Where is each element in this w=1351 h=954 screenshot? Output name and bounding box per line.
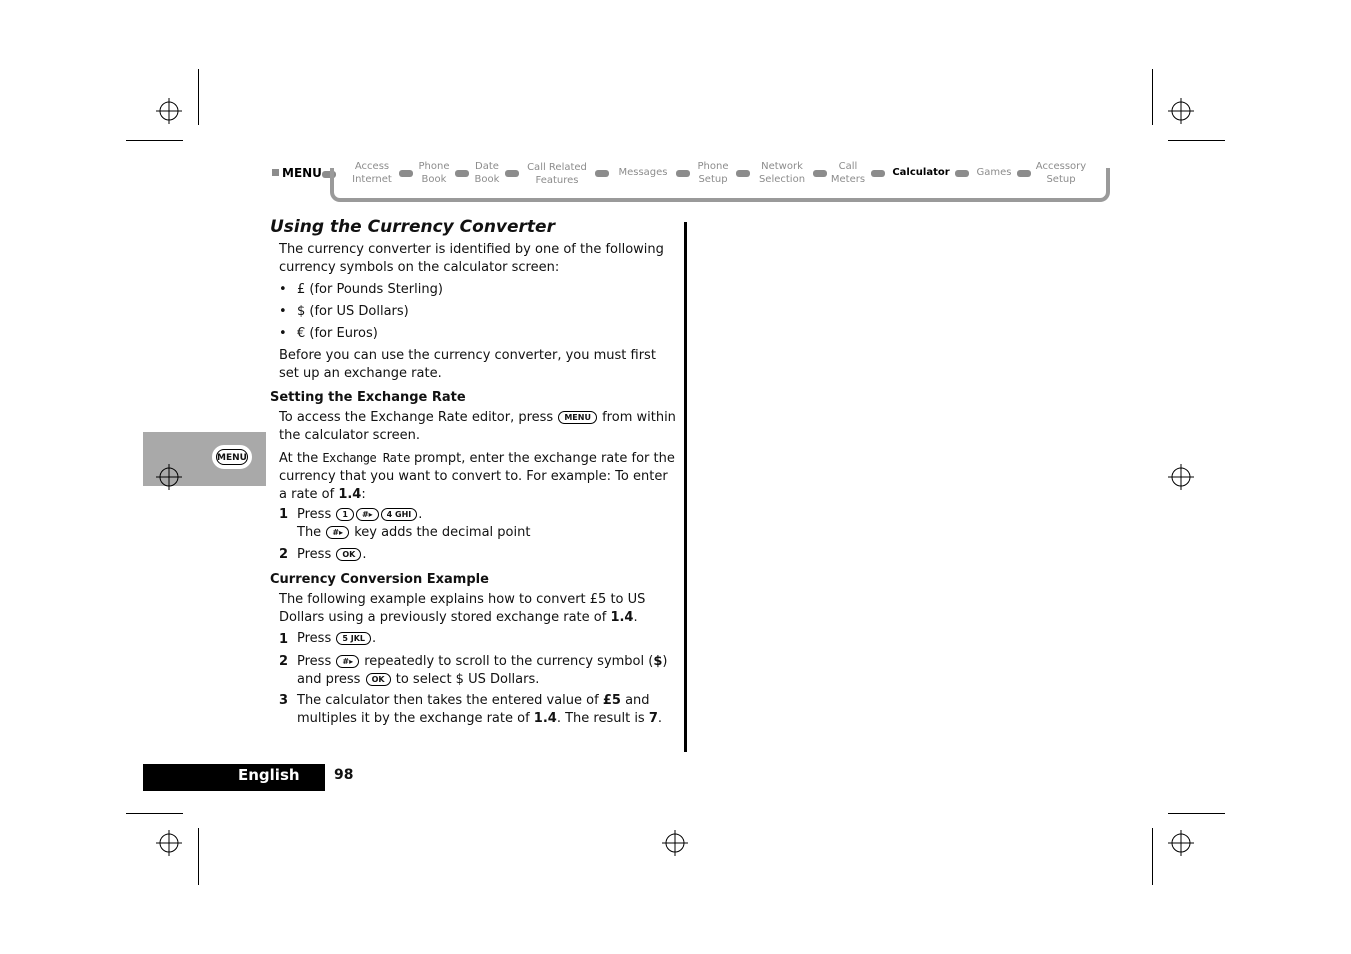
- step-number: 2: [279, 654, 289, 669]
- menu-key-icon: MENU: [558, 411, 597, 424]
- column-divider: [684, 222, 687, 752]
- nav-connector: [505, 170, 519, 177]
- menu-key-icon: [212, 445, 252, 469]
- step-number: 1: [279, 507, 289, 522]
- step-3-convert: The calculator then takes the entered value of £5 and multiples it by the exchange rate of 1.4. The result is 7.: [297, 693, 663, 726]
- crop-mark: [198, 828, 199, 885]
- crop-mark: [126, 140, 183, 141]
- nav-connector: [676, 170, 690, 177]
- nav-item-phone-setup: Phone Setup: [697, 161, 729, 185]
- nav-item-call-meters: Call Meters: [830, 161, 866, 185]
- registration-mark-icon: [1168, 830, 1194, 856]
- nav-connector: [595, 170, 609, 177]
- nav-connector: [871, 170, 885, 177]
- crop-mark: [198, 69, 199, 125]
- intro-paragraph: The currency converter is identified by one of the following currency symbols on the calculator screen:: [279, 242, 664, 275]
- step-2-convert: Press #▸ repeatedly to scroll to the currency symbol ($) and press OK to select $ US Dollars.: [297, 654, 668, 687]
- footer-language: English: [238, 766, 300, 784]
- registration-mark-icon: [156, 464, 182, 490]
- registration-mark-icon: [1168, 98, 1194, 124]
- key-5-icon: 5 JKL: [336, 632, 371, 645]
- registration-mark-icon: [662, 830, 688, 856]
- ok-key-icon: OK: [336, 548, 361, 561]
- step-number: 1: [279, 632, 289, 647]
- registration-mark-icon: [156, 830, 182, 856]
- key-hash-icon: #▸: [336, 655, 359, 668]
- registration-mark-icon: [1168, 464, 1194, 490]
- menu-key-label: MENU: [216, 449, 248, 465]
- nav-item-messages: Messages: [618, 167, 668, 178]
- nav-menu-label: MENU: [272, 166, 322, 180]
- step-number: 3: [279, 693, 289, 708]
- step-2-set-rate: Press OK .: [297, 547, 367, 562]
- crop-mark: [1152, 828, 1153, 885]
- key-1-icon: 1: [336, 508, 354, 521]
- display-text: Exchange Rate: [322, 451, 410, 465]
- list-item: • £ (for Pounds Sterling): [279, 282, 443, 297]
- ok-key-icon: OK: [366, 673, 391, 686]
- nav-item-calculator: Calculator: [892, 167, 950, 178]
- square-icon: [272, 169, 279, 176]
- nav-item-date-book: Date Book: [474, 161, 500, 185]
- before-paragraph: Before you can use the currency converter, you must first set up an exchange rate.: [279, 348, 656, 381]
- nav-item-accessory-setup: Accessory Setup: [1035, 161, 1087, 185]
- list-item: • € (for Euros): [279, 326, 378, 341]
- page-number: 98: [334, 767, 354, 783]
- registration-mark-icon: [156, 98, 182, 124]
- nav-connector: [455, 170, 469, 177]
- key-4-icon: 4 GHI: [381, 508, 418, 521]
- nav-item-phone-book: Phone Book: [418, 161, 450, 185]
- nav-connector: [1017, 170, 1031, 177]
- exchange-access-paragraph: To access the Exchange Rate editor, press MENU from within the calculator screen.: [279, 410, 676, 443]
- nav-connector: [955, 170, 969, 177]
- crop-mark: [1152, 69, 1153, 125]
- exchange-prompt-paragraph: At the Exchange Rate prompt, enter the exchange rate for the currency that you want to convert to. For example: To enter a rate of 1.4:: [279, 451, 675, 502]
- step-1-set-rate: Press 1 #▸ 4 GHI . The #▸ key adds the decimal point: [297, 507, 531, 540]
- step-1-convert: Press 5 JKL .: [297, 631, 377, 646]
- page-title: Using the Currency Converter: [270, 217, 555, 237]
- key-hash-icon: #▸: [356, 508, 379, 521]
- nav-connector: [399, 170, 413, 177]
- nav-item-games: Games: [976, 167, 1012, 178]
- nav-item-network-selection: Network Selection: [758, 161, 806, 185]
- nav-item-call-related-features: Call Related Features: [527, 162, 587, 186]
- crop-mark: [1168, 813, 1225, 814]
- nav-item-access-internet: Access Internet: [352, 161, 392, 185]
- nav-connector: [813, 170, 827, 177]
- conversion-intro-paragraph: The following example explains how to convert £5 to US Dollars using a previously stored exchange rate of 1.4.: [279, 592, 646, 625]
- key-hash-icon: #▸: [326, 526, 349, 539]
- step-number: 2: [279, 547, 289, 562]
- section-heading-exchange-rate: Setting the Exchange Rate: [270, 390, 466, 405]
- list-item: • $ (for US Dollars): [279, 304, 409, 319]
- crop-mark: [1168, 140, 1225, 141]
- nav-connector: [736, 170, 750, 177]
- section-heading-conversion-example: Currency Conversion Example: [270, 572, 489, 587]
- crop-mark: [126, 813, 183, 814]
